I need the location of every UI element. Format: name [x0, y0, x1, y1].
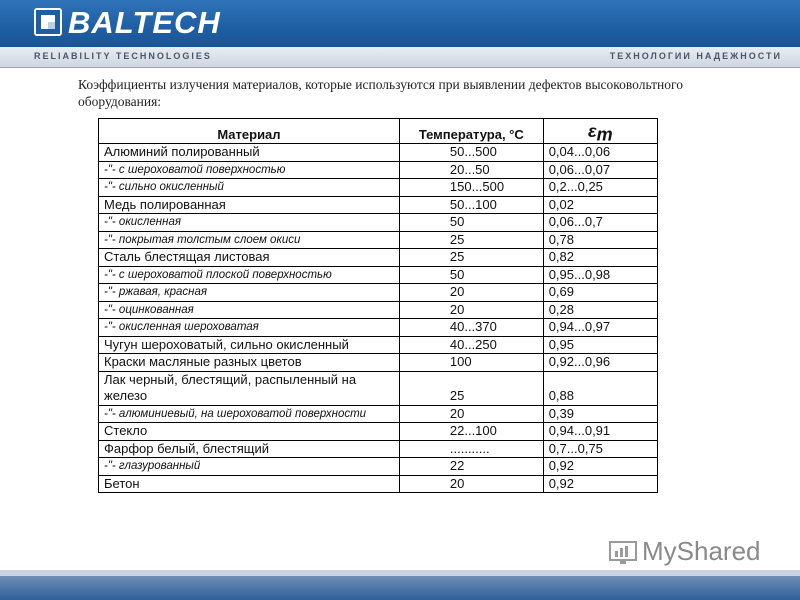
cell-material: Сталь блестящая листовая: [99, 249, 400, 267]
cell-material: Бетон: [99, 475, 400, 493]
cell-emissivity: 0,2...0,25: [543, 179, 657, 197]
cell-material: -"- с шероховатой плоской поверхностью: [99, 266, 400, 284]
cell-temperature: 40...370: [399, 319, 543, 337]
baltech-logo-icon: [34, 8, 62, 36]
tagline-en: RELIABILITY TECHNOLOGIES: [34, 51, 212, 61]
cell-temperature: 100: [399, 354, 543, 372]
myshared-watermark: MyShared: [642, 536, 761, 566]
cell-material: Краски масляные разных цветов: [99, 354, 400, 372]
table-body: [99, 144, 658, 493]
cell-material: -"- сильно окисленный: [99, 179, 400, 197]
cell-temperature: 25: [399, 249, 543, 267]
cell-emissivity: 0,95: [543, 336, 657, 354]
cell-material: -"- покрытая толстым слоем окиси: [99, 231, 400, 249]
emissivity-table: [98, 118, 658, 493]
cell-material: Стекло: [99, 423, 400, 441]
page-caption: Коэффициенты излучения материалов, которые используются при выявлении дефектов высоковольтного оборудования:: [78, 77, 683, 109]
cell-emissivity: 0,94...0,91: [543, 423, 657, 441]
table-row: [99, 371, 658, 405]
table-row: [99, 179, 658, 197]
table-row: [99, 405, 658, 423]
table-row: [99, 266, 658, 284]
cell-emissivity: 0,39: [543, 405, 657, 423]
cell-temperature: 150...500: [399, 179, 543, 197]
cell-material: -"- алюминиевый, на шероховатой поверхности: [99, 405, 400, 423]
footer-bar: [0, 576, 800, 600]
cell-temperature: 50: [399, 214, 543, 232]
cell-material: -"- ржавая, красная: [99, 284, 400, 302]
cell-material: Фарфор белый, блестящий: [99, 440, 400, 458]
cell-temperature: 25: [399, 231, 543, 249]
cell-emissivity: 0,02: [543, 196, 657, 214]
cell-emissivity: 0,94...0,97: [543, 319, 657, 337]
header-bar: [0, 0, 800, 47]
cell-material: Алюминий полированный: [99, 144, 400, 162]
cell-material: Чугун шероховатый, сильно окисленный: [99, 336, 400, 354]
cell-material: Лак черный, блестящий, распыленный на железо: [99, 371, 400, 405]
cell-emissivity: 0,92: [543, 475, 657, 493]
table-row: [99, 440, 658, 458]
table-row: [99, 354, 658, 372]
table-row: [99, 144, 658, 162]
table-row: [99, 214, 658, 232]
cell-material: -"- оцинкованная: [99, 301, 400, 319]
cell-temperature: 20: [399, 284, 543, 302]
table-header-row: [99, 119, 658, 144]
cell-temperature: 50...500: [399, 144, 543, 162]
cell-emissivity: 0,92: [543, 458, 657, 476]
header-emissivity: [543, 119, 657, 144]
cell-temperature: 20: [399, 475, 543, 493]
header-material: Материал: [99, 119, 400, 144]
cell-temperature: 20...50: [399, 161, 543, 179]
table-row: [99, 301, 658, 319]
cell-emissivity: 0,7...0,75: [543, 440, 657, 458]
cell-emissivity: 0,69: [543, 284, 657, 302]
table-row: [99, 196, 658, 214]
cell-temperature: 20: [399, 301, 543, 319]
cell-emissivity: 0,04...0,06: [543, 144, 657, 162]
cell-emissivity: 0,78: [543, 231, 657, 249]
brand-name: BALTECH: [68, 5, 221, 40]
cell-material: -"- глазурованный: [99, 458, 400, 476]
cell-emissivity: 0,28: [543, 301, 657, 319]
table-row: [99, 475, 658, 493]
table-row: [99, 458, 658, 476]
cell-emissivity: 0,92...0,96: [543, 354, 657, 372]
table-row: [99, 249, 658, 267]
myshared-logo-icon: [608, 538, 640, 566]
table-row: [99, 423, 658, 441]
table-row: [99, 336, 658, 354]
cell-temperature: 20: [399, 405, 543, 423]
cell-temperature: 40...250: [399, 336, 543, 354]
cell-material: Медь полированная: [99, 196, 400, 214]
cell-emissivity: 0,06...0,07: [543, 161, 657, 179]
header-temperature: Температура, °С: [399, 119, 543, 144]
table-row: [99, 161, 658, 179]
table-row: [99, 231, 658, 249]
cell-material: -"- окисленная: [99, 214, 400, 232]
cell-emissivity: 0,88: [543, 371, 657, 405]
epsilon-subscript: т: [596, 124, 613, 145]
tagline-ru: ТЕХНОЛОГИИ НАДЕЖНОСТИ: [609, 51, 782, 61]
cell-material: -"- с шероховатой поверхностью: [99, 161, 400, 179]
cell-temperature: 50...100: [399, 196, 543, 214]
cell-temperature: 50: [399, 266, 543, 284]
cell-emissivity: 0,82: [543, 249, 657, 267]
epsilon-symbol: ε: [588, 120, 597, 141]
cell-material: -"- окисленная шероховатая: [99, 319, 400, 337]
cell-temperature: 22...100: [399, 423, 543, 441]
table-row: [99, 319, 658, 337]
cell-emissivity: 0,95...0,98: [543, 266, 657, 284]
cell-temperature: 22: [399, 458, 543, 476]
cell-temperature: ...........: [399, 440, 543, 458]
table-row: [99, 284, 658, 302]
tagline-bar: [0, 47, 800, 68]
cell-emissivity: 0,06...0,7: [543, 214, 657, 232]
cell-temperature: 25: [399, 371, 543, 405]
